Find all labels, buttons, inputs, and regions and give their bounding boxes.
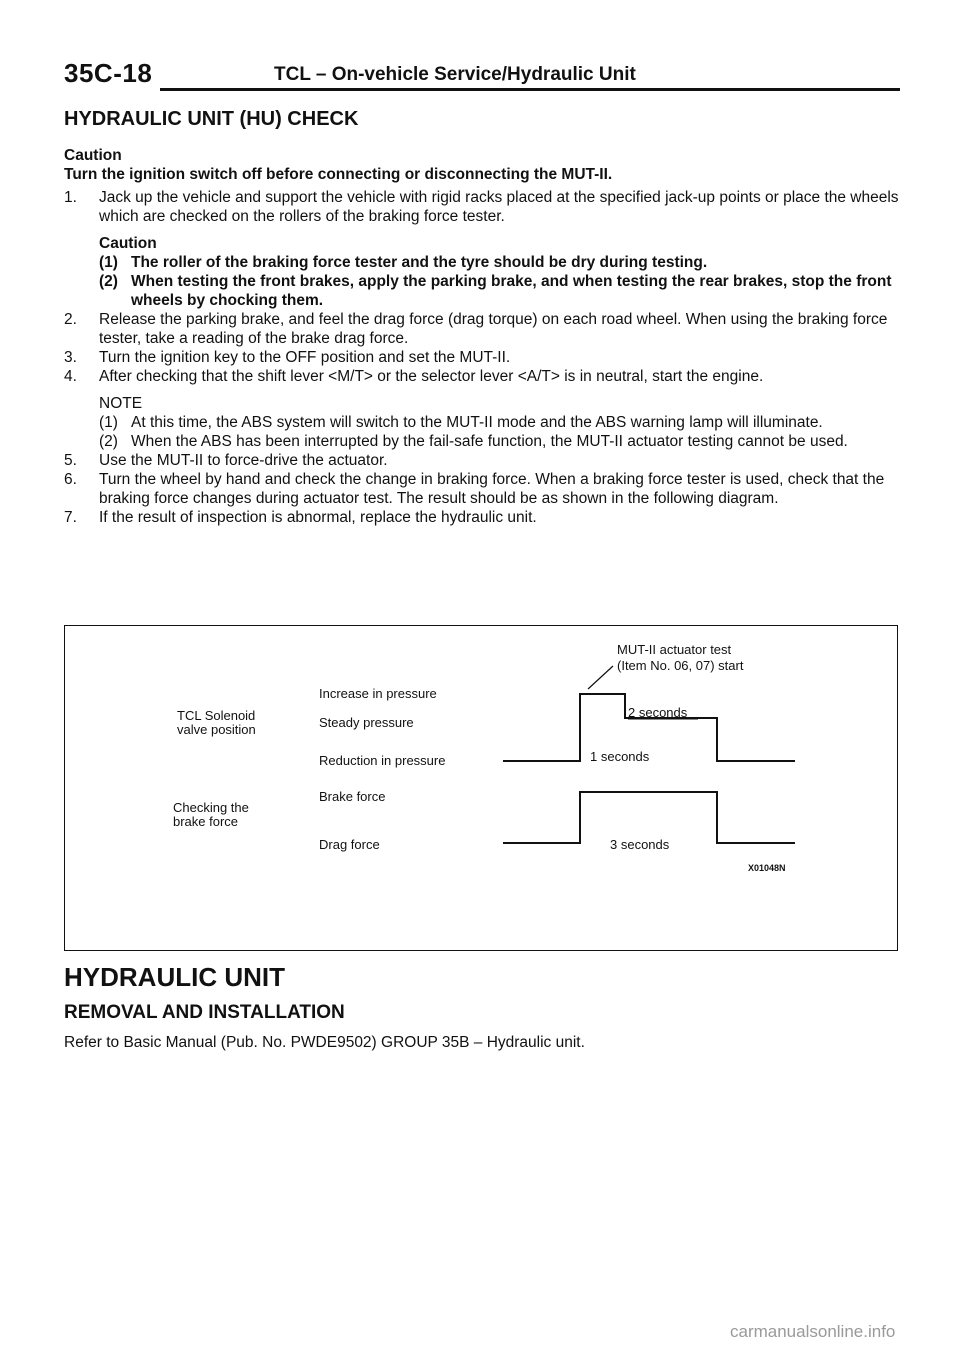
- duration-3-seconds: 3 seconds: [610, 837, 670, 852]
- step-number: 2.: [64, 311, 77, 328]
- step-item: [64, 310, 900, 348]
- caution-item-text: The roller of the braking force tester and the tyre should be dry during testing.: [131, 254, 708, 271]
- section-body: [64, 146, 900, 527]
- page-number: 35C-18: [64, 58, 153, 88]
- test-label-line2: (Item No. 06, 07) start: [617, 658, 744, 673]
- step-item: [64, 508, 900, 527]
- level-drag-force: Drag force: [319, 837, 380, 852]
- reference-text: Refer to Basic Manual (Pub. No. PWDE9502) GROUP 35B – Hydraulic unit.: [64, 1034, 585, 1051]
- step-item: [64, 470, 900, 508]
- solenoid-label-line1: TCL Solenoid: [177, 708, 256, 723]
- note-item-text: At this time, the ABS system will switch to the MUT-II mode and the ABS warning lamp will illuminate.: [131, 414, 823, 431]
- removal-installation-subtitle: REMOVAL AND INSTALLATION: [64, 1002, 345, 1023]
- check-label-line1: Checking the: [173, 800, 249, 815]
- caution-item: [99, 272, 900, 310]
- level-steady: Steady pressure: [319, 715, 414, 730]
- step-text: Use the MUT-II to force-drive the actuator.: [99, 452, 388, 469]
- note-item-number: (1): [99, 414, 118, 431]
- step-item: [64, 367, 900, 451]
- header-rule: [160, 88, 900, 91]
- note-item-text: When the ABS has been interrupted by the fail-safe function, the MUT-II actuator testing cannot be used.: [131, 433, 848, 450]
- actuator-test-diagram: [64, 625, 898, 951]
- step-text: After checking that the shift lever <M/T> or the selector lever <A/T> is in neutral, start the engine.: [99, 368, 764, 385]
- step-number: 5.: [64, 452, 77, 469]
- note-item: [99, 413, 900, 432]
- caution-item-text: When testing the front brakes, apply the parking brake, and when testing the rear brakes, stop the front wheels by chocking them.: [131, 273, 892, 309]
- step4-note: [99, 394, 900, 451]
- note-item: [99, 432, 900, 451]
- note-item-number: (2): [99, 433, 118, 450]
- test-label-line1: MUT-II actuator test: [617, 642, 732, 657]
- level-increase: Increase in pressure: [319, 686, 437, 701]
- step-number: 3.: [64, 349, 77, 366]
- brake-force-waveform: [503, 792, 795, 843]
- note-label: NOTE: [99, 395, 143, 412]
- caution-item-number: (1): [99, 254, 118, 271]
- hydraulic-unit-title: HYDRAULIC UNIT: [64, 962, 285, 992]
- level-reduction: Reduction in pressure: [319, 753, 446, 768]
- step-item: [64, 451, 900, 470]
- watermark: carmanualsonline.info: [730, 1322, 896, 1341]
- step-text: If the result of inspection is abnormal, replace the hydraulic unit.: [99, 509, 537, 526]
- caution-text: Turn the ignition switch off before connecting or disconnecting the MUT-II.: [64, 166, 613, 183]
- caution-label: Caution: [64, 147, 122, 164]
- caution-item-number: (2): [99, 273, 118, 290]
- step-item: [64, 188, 900, 310]
- step-number: 1.: [64, 189, 77, 206]
- duration-2-seconds: 2 seconds: [628, 705, 688, 720]
- header-title: TCL – On-vehicle Service/Hydraulic Unit: [274, 64, 636, 85]
- step1-caution: [99, 234, 900, 310]
- procedure-steps: [64, 188, 900, 527]
- step1-caution-label: Caution: [99, 235, 157, 252]
- step-number: 7.: [64, 509, 77, 526]
- page-header: [64, 56, 900, 90]
- step-text: Turn the ignition key to the OFF position and set the MUT-II.: [99, 349, 511, 366]
- check-label-line2: brake force: [173, 814, 239, 829]
- duration-1-seconds: 1 seconds: [590, 749, 650, 764]
- step-text: Release the parking brake, and feel the drag force (drag torque) on each road wheel. When using the braking force tester, take a reading of the brake drag force.: [99, 311, 888, 347]
- section-title: HYDRAULIC UNIT (HU) CHECK: [64, 108, 359, 130]
- figure-id: X01048N: [748, 863, 786, 873]
- solenoid-label-line2: valve position: [177, 722, 256, 737]
- step-item: [64, 348, 900, 367]
- step-text: Turn the wheel by hand and check the change in braking force. When a braking force tester is used, check that the braking force changes during actuator test. The result should be as shown in the following diagram.: [99, 471, 885, 507]
- level-brake-force: Brake force: [319, 789, 386, 804]
- step-number: 4.: [64, 368, 77, 385]
- test-start-pointer: [588, 666, 613, 689]
- step-text: Jack up the vehicle and support the vehicle with rigid racks placed at the specified jack-up points or place the wheels which are checked on the rollers of the braking force tester.: [99, 189, 899, 225]
- step-number: 6.: [64, 471, 77, 488]
- caution-item: [99, 253, 900, 272]
